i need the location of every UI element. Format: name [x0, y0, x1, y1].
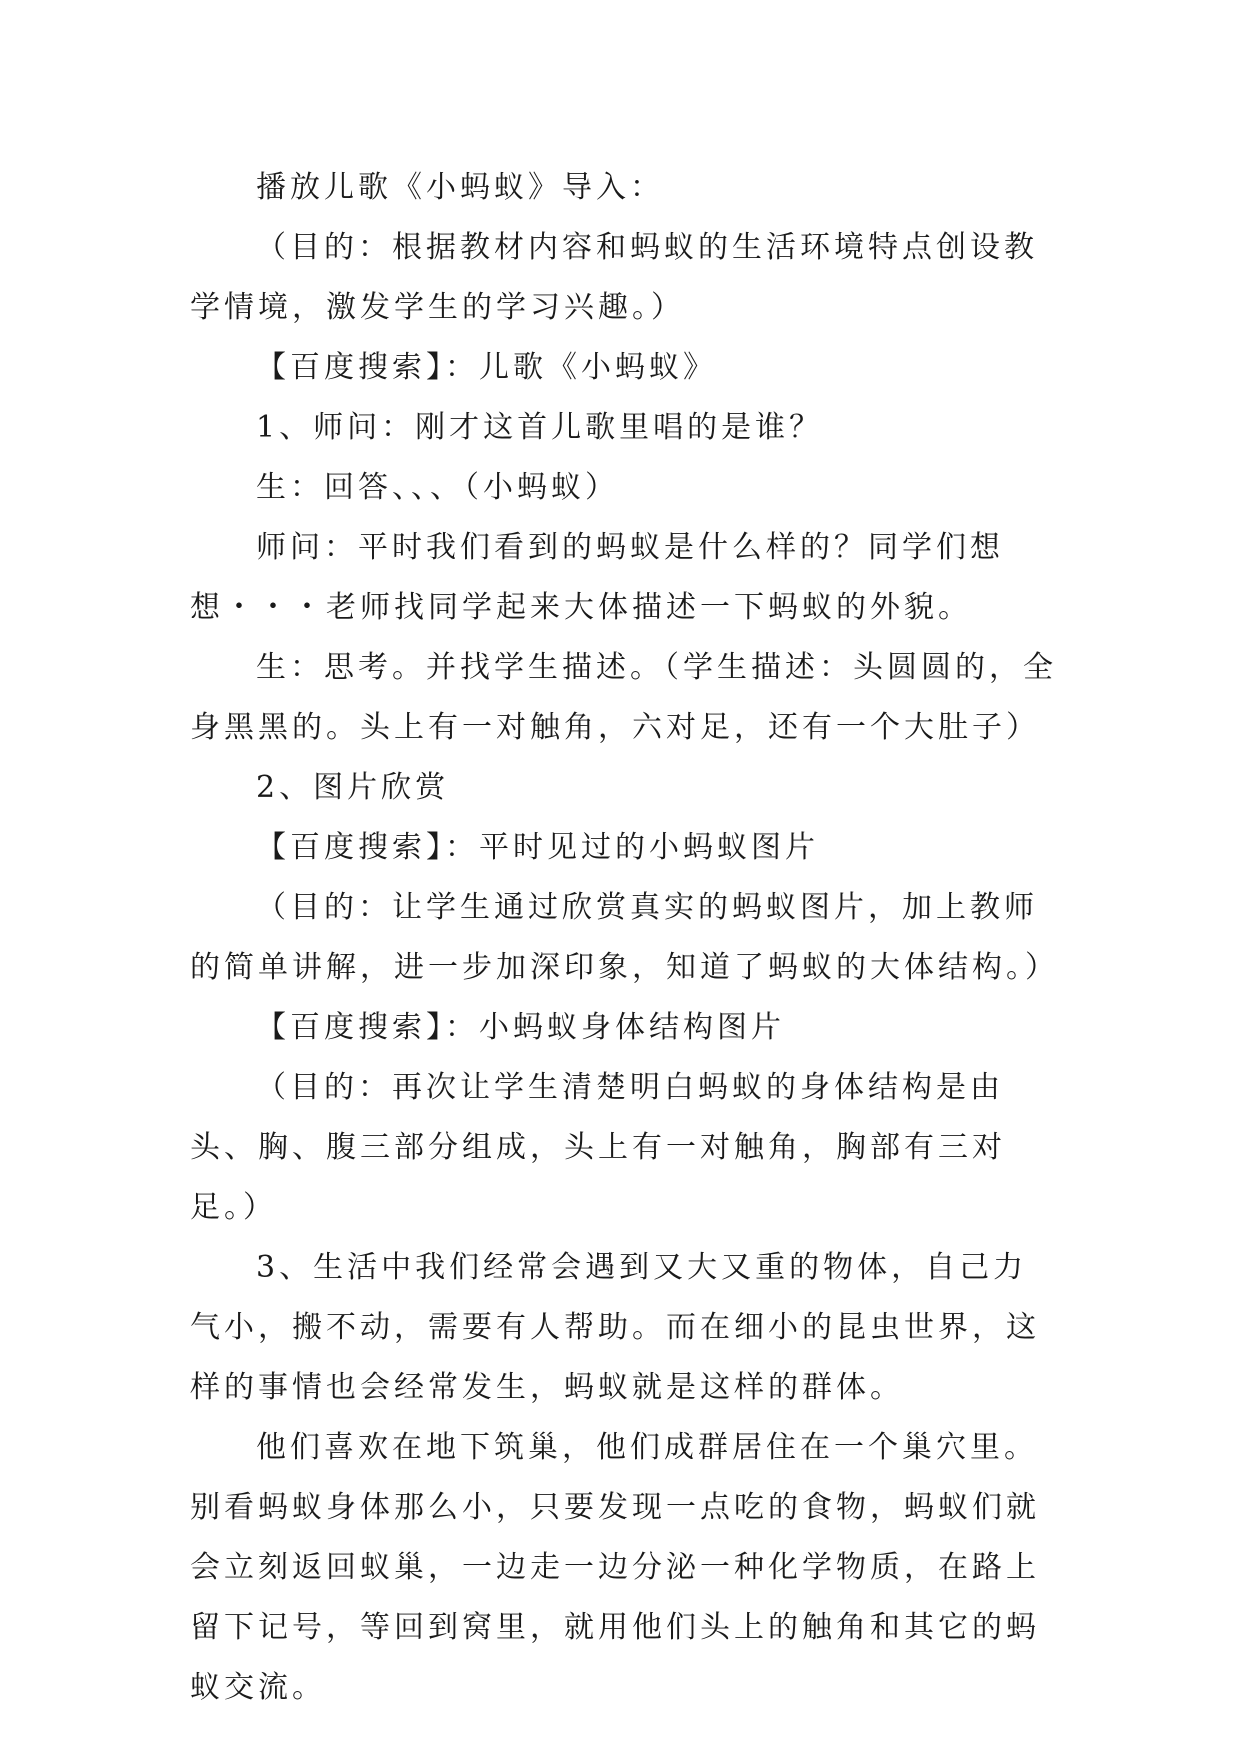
- paragraph-picture-appreciation: 2、图片欣赏: [256, 770, 450, 805]
- paragraph-purpose-1: （目的：根据教材内容和蚂蚁的生活环境特点创设教学情境，激发学生的学习兴趣。）: [190, 230, 1038, 325]
- paragraph-teacher-question-2: 师问：平时我们看到的蚂蚁是什么样的？同学们想想・・・老师找同学起来大体描述一下蚂蚁的外貌。: [190, 530, 1004, 625]
- paragraph-section-3: 3、生活中我们经常会遇到又大又重的物体，自己力气小，搬不动，需要有人帮助。而在细小的昆虫世界，这样的事情也会经常发生，蚂蚁就是这样的群体。: [190, 1250, 1040, 1405]
- paragraph-student-answer-1: 生：回答、、、（小蚂蚁）: [256, 470, 619, 505]
- paragraph-teacher-question-1: 1、师问：刚才这首儿歌里唱的是谁？: [256, 410, 824, 445]
- paragraph-student-answer-2: 生：思考。并找学生描述。（学生描述：头圆圆的，全身黑黑的。头上有一对触角，六对足，还有一个大肚子）: [190, 650, 1057, 745]
- paragraph-purpose-2: （目的：让学生通过欣赏真实的蚂蚁图片，加上教师的简单讲解，进一步加深印象，知道了蚂蚁的大体结构。）: [190, 890, 1059, 985]
- paragraph-search-body-structure: 【百度搜索】：小蚂蚁身体结构图片: [256, 1010, 785, 1045]
- document-body: [190, 158, 1060, 1718]
- paragraph-search-song: 【百度搜索】：儿歌《小蚂蚁》: [256, 350, 717, 385]
- paragraph-ant-behavior: 他们喜欢在地下筑巢，他们成群居住在一个巢穴里。别看蚂蚁身体那么小，只要发现一点吃的食物，蚂蚁们就会立刻返回蚁巢，一边走一边分泌一种化学物质，在路上留下记号，等回到窝里，就用他们头上的触角和其它的蚂蚁交流。: [190, 1430, 1040, 1705]
- paragraph-search-ant-pictures: 【百度搜索】：平时见过的小蚂蚁图片: [256, 830, 819, 865]
- paragraph-song-intro: 播放儿歌《小蚂蚁》导入：: [256, 170, 664, 205]
- paragraph-purpose-3: （目的：再次让学生清楚明白蚂蚁的身体结构是由头、胸、腹三部分组成，头上有一对触角，胸部有三对足。）: [190, 1070, 1006, 1225]
